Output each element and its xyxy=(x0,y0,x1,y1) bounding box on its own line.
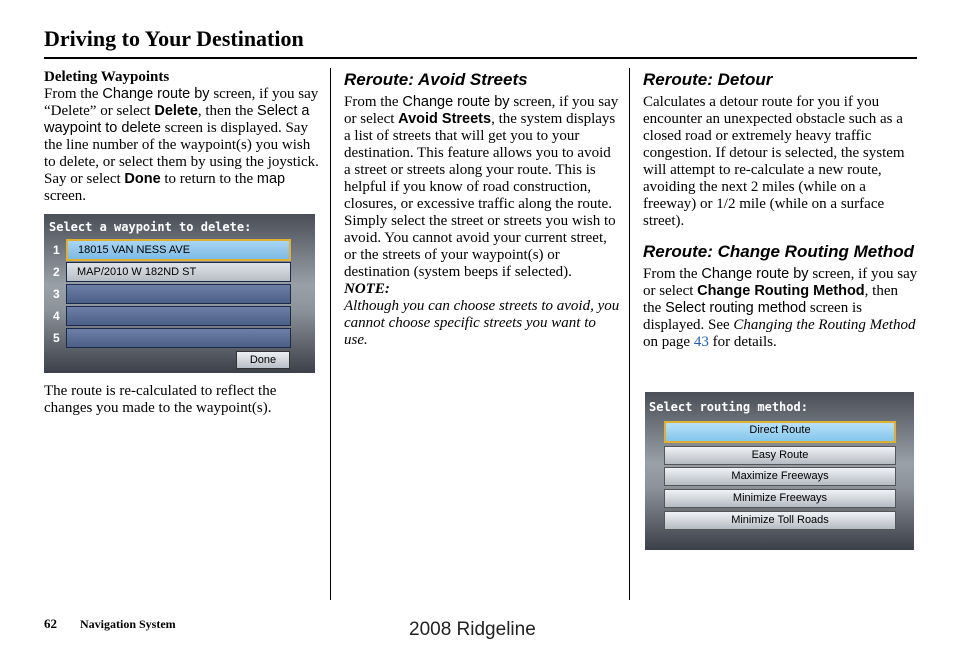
option-maximize-freeways[interactable]: Maximize Freeways xyxy=(664,467,896,486)
row-number: 1 xyxy=(53,243,60,257)
screen-title: Select routing method: xyxy=(649,400,808,414)
column-avoid-streets xyxy=(344,69,620,349)
section-heading: Reroute: Detour xyxy=(643,70,773,89)
option-direct-route[interactable]: Direct Route xyxy=(664,421,896,443)
option-minimize-toll-roads[interactable]: Minimize Toll Roads xyxy=(664,511,896,530)
page-number: 62 xyxy=(44,616,57,631)
option-minimize-freeways[interactable]: Minimize Freeways xyxy=(664,489,896,508)
row-number: 2 xyxy=(53,265,60,279)
waypoint-delete-screen xyxy=(44,214,315,373)
column-1-footer-text xyxy=(44,383,322,417)
column-deleting-waypoints xyxy=(44,69,322,205)
section-heading: Reroute: Avoid Streets xyxy=(344,70,528,89)
row-number: 3 xyxy=(53,287,60,301)
page-title: Driving to Your Destination xyxy=(44,26,304,51)
note-title: NOTE: xyxy=(344,281,390,297)
paragraph: From the Change route by screen, if you say or select Avoid Streets, the system displays a list of streets that will get you to your destination. This feature allows you to avoid a street or streets along your route. This is helpful if you know of road construction, closures, or excessive traffic along the route. Simply select the street or streets you wish to avoid. You cannot avoid your current street, or the streets of your waypoint(s) or destination (system beeps if selected). xyxy=(344,94,619,280)
waypoint-row-5[interactable] xyxy=(66,328,291,348)
waypoint-row-2[interactable]: MAP/2010 W 182ND ST xyxy=(66,262,291,282)
section-heading: Deleting Waypoints xyxy=(44,69,170,85)
footer-section: Navigation System xyxy=(80,617,176,631)
note-text: Although you can choose streets to avoid, you cannot choose specific streets you want to use. xyxy=(344,298,620,348)
paragraph: From the Change route by screen, if you say or select Change Routing Method, then the Select routing method screen is displayed. See Changing the Routing Method on page 43 for details. xyxy=(643,266,918,350)
paragraph: From the Change route by screen, if you say “Delete” or select Delete, then the Select a waypoint to delete screen is displayed. Say the line number of the waypoint(s) you wish to delete, or select them by using the joystick. Say or select Done to return to the map screen. xyxy=(44,86,319,204)
row-number: 5 xyxy=(53,331,60,345)
column-detour xyxy=(643,69,919,351)
done-button[interactable]: Done xyxy=(236,351,290,369)
column-divider-1 xyxy=(330,68,331,600)
screen-title: Select a waypoint to delete: xyxy=(49,220,252,234)
footer-model: 2008 Ridgeline xyxy=(409,619,536,640)
title-rule xyxy=(44,57,917,59)
waypoint-row-3[interactable] xyxy=(66,284,291,304)
paragraph: The route is re-calculated to reflect the changes you made to the waypoint(s). xyxy=(44,383,277,416)
waypoint-row-1[interactable]: 18015 VAN NESS AVE xyxy=(66,239,291,261)
column-divider-2 xyxy=(629,68,630,600)
option-easy-route[interactable]: Easy Route xyxy=(664,446,896,465)
row-number: 4 xyxy=(53,309,60,323)
page-link[interactable]: 43 xyxy=(693,334,709,350)
section-heading: Reroute: Change Routing Method xyxy=(643,242,915,261)
routing-method-screen xyxy=(645,392,914,550)
paragraph: Calculates a detour route for you if you encounter an unexpected obstacle such as a closed road or extremely heavy traffic congestion. If detour is selected, the system will attempt to re-calculate a new route, avoiding the next 2 miles (while on a freeway) or 1/2 mile (while on a surface street). xyxy=(643,94,905,229)
waypoint-row-4[interactable] xyxy=(66,306,291,326)
